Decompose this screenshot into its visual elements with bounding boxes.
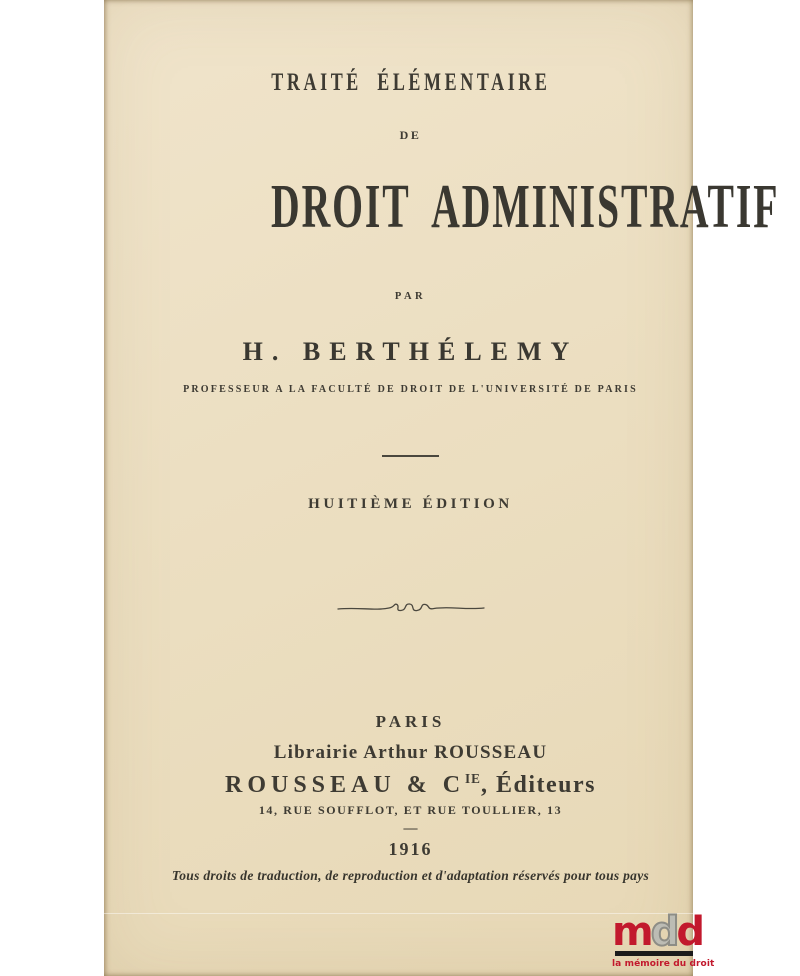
series-connector: DE	[399, 128, 422, 142]
imprint-year: 1916	[388, 839, 433, 859]
author-affiliation: PROFESSEUR A LA FACULTÉ DE DROIT DE L'UNIVERSITÉ DE PARIS	[183, 384, 638, 395]
series-title-text: TRAITÉ ÉLÉMENTAIRE	[270, 69, 551, 96]
flourish-icon	[337, 599, 485, 617]
rights-notice: Tous droits de traduction, de reproduction et d'adaptation réservés pour tous pays	[171, 868, 650, 883]
author-name: H. BERTHÉLEMY	[242, 337, 579, 366]
edition-label: HUITIÈME ÉDITION	[308, 496, 513, 512]
scan-page	[104, 0, 780, 976]
series-title	[128, 70, 693, 95]
imprint-dash: —	[403, 821, 418, 836]
ornament-flourish	[128, 599, 693, 621]
firm-superscript: IE	[465, 771, 481, 786]
firm-role: , Éditeurs	[480, 772, 596, 798]
paper-crease	[104, 913, 693, 914]
imprint-publisher-line: Librairie Arthur ROUSSEAU	[273, 742, 548, 763]
mdd-logo	[612, 909, 715, 969]
book-title	[128, 173, 780, 241]
mdd-letter-d1: d	[650, 909, 677, 955]
byline-label: PAR	[394, 291, 427, 302]
mdd-letter-m: m	[612, 909, 651, 955]
separator-rule	[128, 445, 693, 461]
mdd-logo-text	[612, 909, 702, 955]
imprint-address: 14, RUE SOUFFLOT, ET RUE TOULLIER, 13	[258, 803, 563, 817]
imprint-publisher-firm	[128, 772, 693, 797]
firm-name: ROUSSEAU & C	[225, 772, 466, 798]
mdd-logo-tagline: la mémoire du droit	[612, 959, 715, 969]
imprint-city: PARIS	[375, 712, 446, 731]
book-title-text: DROIT ADMINISTRATIF	[271, 173, 780, 241]
mdd-letter-d2: d	[676, 909, 702, 955]
